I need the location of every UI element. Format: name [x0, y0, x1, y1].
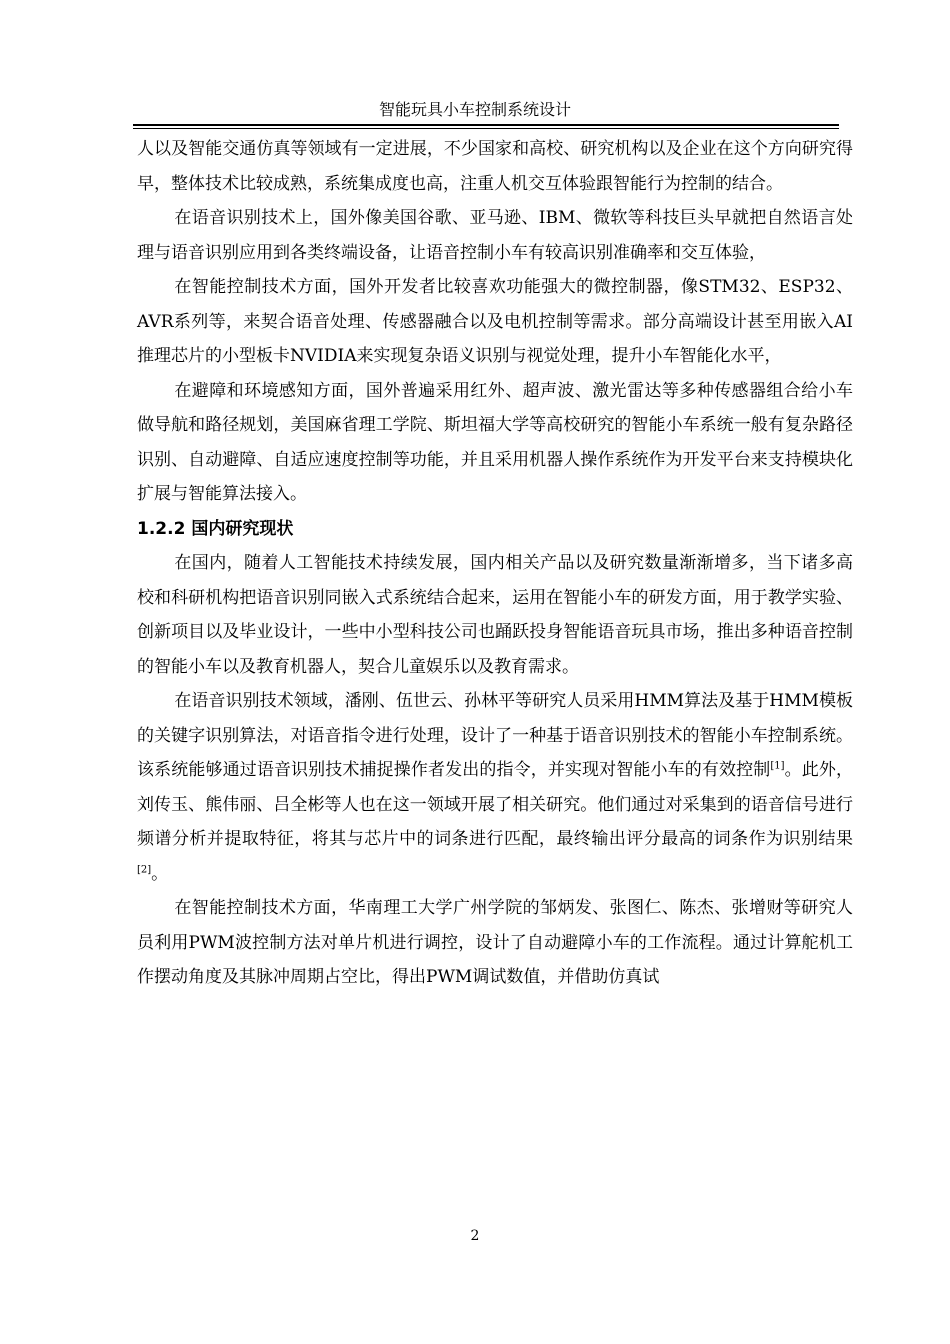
page-header-title: 智能玩具小车控制系统设计 [378, 100, 571, 119]
paragraph-control-abroad: 在智能控制技术方面，国外开发者比较喜欢功能强大的微控制器，像STM32、ESP32、AVR系列等，来契合语音处理、传感器融合以及电机控制等需求。部分高端设计甚至用嵌入AI推理芯片的小型板卡NVIDIA来实现复杂语义识别与视觉处理，提升小车智能化水平， [137, 277, 853, 366]
paragraph-domestic-speech [137, 684, 853, 891]
citation-2: [2] [137, 863, 152, 875]
header-rule-thick [133, 124, 839, 126]
citation-1: [1] [770, 760, 785, 772]
paragraph-text-part: 。此外，刘传玉、熊伟丽、吕全彬等人也在这一领域开展了相关研究。他们通过对采集到的语音信号进行频谱分析并提取特征，将其与芯片中的词条进行匹配，最终输出评分最高的词条作为识别结果 [137, 760, 854, 849]
paragraph-intro-continued: 人以及智能交通仿真等领域有一定进展，不少国家和高校、研究机构以及企业在这个方向研究得早，整体技术比较成熟，系统集成度也高，注重人机交互体验跟智能行为控制的结合。 [137, 139, 853, 194]
paragraph-domestic-overview: 在国内，随着人工智能技术持续发展，国内相关产品以及研究数量渐渐增多，当下诸多高校和科研机构把语音识别同嵌入式系统结合起来，运用在智能小车的研发方面，用于教学实验、创新项目以及毕业设计，一些中小型科技公司也踊跃投身智能语音玩具市场，推出多种语音控制的智能小车以及教育机器人，契合儿童娱乐以及教育需求。 [137, 553, 853, 677]
paragraph-obstacle-abroad: 在避障和环境感知方面，国外普遍采用红外、超声波、激光雷达等多种传感器组合给小车做导航和路径规划，美国麻省理工学院、斯坦福大学等高校研究的智能小车系统一般有复杂路径识别、自动避障、自适应速度控制等功能，并且采用机器人操作系统作为开发平台来支持模块化扩展与智能算法接入。 [137, 380, 853, 504]
page-number: 2 [470, 1228, 480, 1244]
section-heading: 1.2.2 国内研究现状 [137, 518, 294, 539]
paragraph-text-part: 。 [151, 863, 169, 884]
paragraph-text-part: 在语音识别技术领域，潘刚、伍世云、孙林平等研究人员采用HMM算法及基于HMM模板的关键字识别算法，对语音指令进行处理，设计了一种基于语音识别技术的智能小车控制系统。该系统能够通过语音识别技术捕捉操作者发出的指令，并实现对智能小车的有效控制 [137, 691, 853, 780]
paragraph-domestic-control: 在智能控制技术方面，华南理工大学广州学院的邹炳发、张图仁、陈杰、张增财等研究人员利用PWM波控制方法对单片机进行调控，设计了自动避障小车的工作流程。通过计算舵机工作摆动角度及其脉冲周期占空比，得出PWM调试数值，并借助仿真试 [137, 898, 853, 987]
paragraph-speech-recognition-abroad: 在语音识别技术上，国外像美国谷歌、亚马逊、IBM、微软等科技巨头早就把自然语言处理与语音识别应用到各类终端设备，让语音控制小车有较高识别准确率和交互体验， [137, 208, 853, 263]
header-rule-thin [133, 128, 839, 129]
body-text [137, 132, 853, 995]
